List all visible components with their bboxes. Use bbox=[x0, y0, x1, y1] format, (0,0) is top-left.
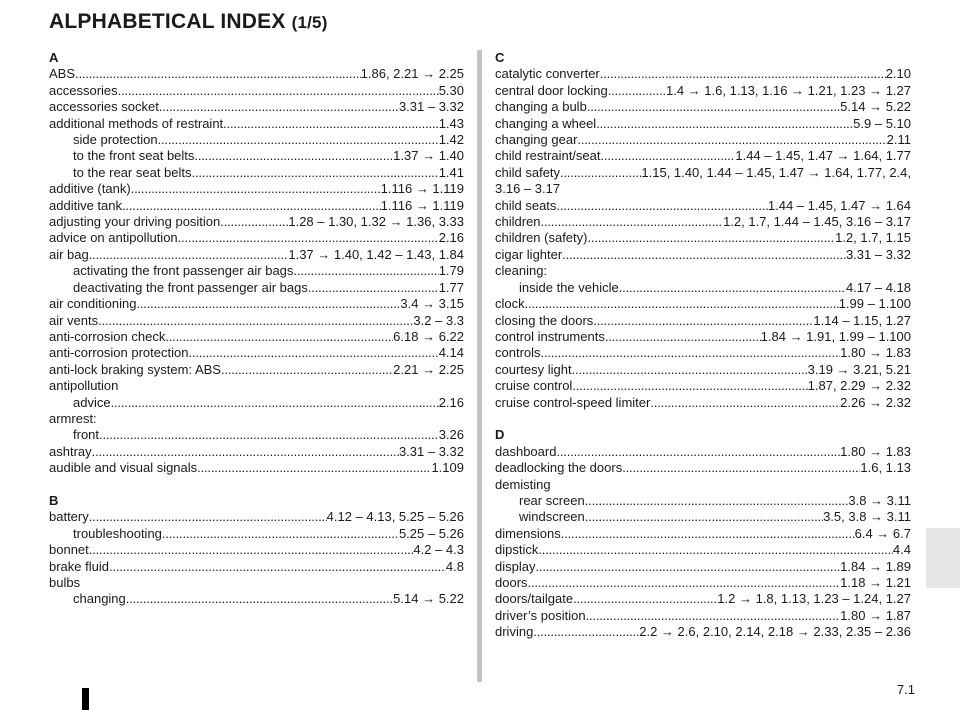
dot-leader bbox=[593, 313, 813, 329]
page-reference: 1.84 → 1.91, 1.99 – 1.100 bbox=[760, 328, 911, 344]
index-entry bbox=[49, 575, 464, 591]
index-term: controls bbox=[495, 345, 541, 361]
index-term: demisting bbox=[495, 476, 551, 492]
index-term: adjusting your driving position bbox=[49, 214, 221, 230]
index-entry bbox=[495, 148, 911, 164]
dot-leader bbox=[98, 313, 413, 329]
section-gap bbox=[495, 411, 911, 427]
page-reference: 1.15, 1.40, 1.44 – 1.45, 1.47 → 1.64, 1.77, 2.4, bbox=[641, 164, 911, 180]
index-term: children bbox=[495, 214, 541, 230]
page-reference: 1.79 bbox=[438, 263, 464, 279]
dot-leader bbox=[158, 132, 439, 148]
column-divider bbox=[477, 50, 482, 682]
index-entry bbox=[49, 198, 464, 214]
index-subentry bbox=[49, 395, 464, 411]
index-term: changing bbox=[73, 591, 126, 607]
index-entry-continuation: 3.16 – 3.17 bbox=[495, 181, 561, 197]
dot-leader bbox=[194, 148, 393, 164]
index-term: catalytic converter bbox=[495, 66, 600, 82]
dot-leader bbox=[92, 444, 399, 460]
index-entry bbox=[495, 66, 911, 82]
index-entry bbox=[495, 313, 911, 329]
index-term: anti-lock braking system: ABS bbox=[49, 361, 221, 377]
index-subentry bbox=[49, 526, 464, 542]
index-entry bbox=[49, 542, 464, 558]
index-entry bbox=[495, 608, 911, 624]
page-reference: 5.9 – 5.10 bbox=[853, 115, 911, 131]
index-term: clock bbox=[495, 296, 525, 312]
index-term: dimensions bbox=[495, 525, 561, 541]
dot-leader bbox=[109, 559, 446, 575]
page-reference: 1.41 bbox=[438, 164, 464, 180]
index-term: dipstick bbox=[495, 542, 539, 558]
page-reference: 4.8 bbox=[445, 558, 464, 574]
dot-leader bbox=[136, 296, 400, 312]
index-term: troubleshooting bbox=[73, 525, 162, 541]
index-term: additional methods of restraint bbox=[49, 115, 224, 131]
page-reference: 2.16 bbox=[438, 230, 464, 246]
index-term: accessories socket bbox=[49, 99, 159, 115]
index-term: child restraint/seat bbox=[495, 148, 601, 164]
page-reference: 1.44 – 1.45, 1.47 → 1.64, 1.77 bbox=[735, 148, 911, 164]
index-entry bbox=[495, 116, 911, 132]
index-term: closing the doors bbox=[495, 312, 594, 328]
index-subentry bbox=[49, 263, 464, 279]
page-reference: 1.43 bbox=[438, 115, 464, 131]
page-reference: 2.2 → 2.6, 2.10, 2.14, 2.18 → 2.33, 2.35 – 2.36 bbox=[639, 624, 911, 640]
dot-leader bbox=[99, 427, 439, 443]
index-subentry bbox=[49, 148, 464, 164]
dot-leader bbox=[533, 624, 639, 640]
dot-leader bbox=[192, 165, 439, 181]
index-term: audible and visual signals bbox=[49, 460, 198, 476]
index-entry bbox=[495, 247, 911, 263]
index-term: cruise control bbox=[495, 378, 573, 394]
page-reference: 1.77 bbox=[438, 279, 464, 295]
page-reference: 1.42 bbox=[438, 132, 464, 148]
index-entry bbox=[495, 198, 911, 214]
dot-leader bbox=[619, 280, 846, 296]
index-entry bbox=[495, 362, 911, 378]
index-term: windscreen bbox=[519, 509, 585, 525]
index-entry bbox=[49, 329, 464, 345]
index-term: air vents bbox=[49, 312, 99, 328]
dot-leader bbox=[89, 509, 327, 525]
index-term: display bbox=[495, 558, 536, 574]
index-column-right bbox=[495, 50, 911, 641]
dot-leader bbox=[525, 296, 839, 312]
index-entry bbox=[49, 509, 464, 525]
dot-leader bbox=[126, 591, 393, 607]
dot-leader bbox=[601, 148, 736, 164]
index-subentry bbox=[495, 280, 911, 296]
index-term: control instruments bbox=[495, 328, 605, 344]
index-entry bbox=[49, 559, 464, 575]
page-title-main: ALPHABETICAL INDEX bbox=[49, 10, 286, 33]
page-reference: 1.80 → 1.83 bbox=[840, 345, 911, 361]
index-term: children (safety) bbox=[495, 230, 588, 246]
dot-leader bbox=[188, 345, 438, 361]
page-reference: 3.19 → 3.21, 5.21 bbox=[807, 361, 911, 377]
index-term: changing gear bbox=[495, 132, 578, 148]
dot-leader bbox=[600, 66, 886, 82]
dot-leader bbox=[528, 575, 841, 591]
index-term: changing a bulb bbox=[495, 99, 587, 115]
dot-leader bbox=[122, 198, 381, 214]
page-reference: 1.86, 2.21 → 2.25 bbox=[360, 66, 464, 82]
section-letter: A bbox=[49, 50, 59, 65]
index-entry bbox=[495, 230, 911, 246]
index-term: front bbox=[73, 427, 100, 443]
index-term: to the rear seat belts bbox=[73, 164, 192, 180]
index-entry bbox=[495, 526, 911, 542]
page-reference: 1.44 – 1.45, 1.47 → 1.64 bbox=[767, 197, 911, 213]
index-term: driver’s position bbox=[495, 607, 586, 623]
page-reference: 6.18 → 6.22 bbox=[393, 328, 464, 344]
page-reference: 1.116 → 1.119 bbox=[380, 181, 464, 197]
page-reference: 1.2, 1.7, 1.15 bbox=[835, 230, 911, 246]
section-side-tab bbox=[926, 528, 960, 588]
index-entry bbox=[49, 345, 464, 361]
dot-leader bbox=[572, 378, 807, 394]
index-entry bbox=[49, 214, 464, 230]
dot-leader bbox=[75, 66, 361, 82]
dot-leader bbox=[561, 526, 855, 542]
page-number: 7.1 bbox=[896, 682, 915, 697]
index-term: deactivating the front passenger air bags bbox=[73, 279, 308, 295]
page-reference: 1.80 → 1.83 bbox=[840, 443, 911, 459]
dot-leader bbox=[165, 329, 393, 345]
page-reference: 1.37 → 1.40 bbox=[393, 148, 464, 164]
section-gap bbox=[49, 477, 464, 493]
index-entry bbox=[49, 362, 464, 378]
index-term: doors bbox=[495, 574, 528, 590]
dot-leader bbox=[535, 559, 840, 575]
dot-leader bbox=[89, 247, 289, 263]
page-reference: 3.5, 3.8 → 3.11 bbox=[823, 509, 911, 525]
dot-leader bbox=[131, 181, 381, 197]
dot-leader bbox=[538, 542, 893, 558]
dot-leader bbox=[89, 542, 414, 558]
index-entry bbox=[49, 181, 464, 197]
dot-leader bbox=[221, 362, 393, 378]
index-entry bbox=[495, 542, 911, 558]
index-entry bbox=[495, 263, 911, 279]
index-subentry bbox=[495, 493, 911, 509]
index-term: courtesy light bbox=[495, 361, 572, 377]
index-term: advice bbox=[73, 394, 111, 410]
index-term: antipollution bbox=[49, 378, 119, 394]
index-term: driving bbox=[495, 624, 534, 640]
index-entry bbox=[49, 411, 464, 427]
index-term: anti-corrosion protection bbox=[49, 345, 189, 361]
dot-leader bbox=[622, 460, 860, 476]
index-term: accessories bbox=[49, 82, 118, 98]
index-subentry bbox=[49, 280, 464, 296]
page-reference: 4.2 – 4.3 bbox=[413, 542, 464, 558]
index-entry bbox=[495, 477, 911, 493]
index-entry bbox=[495, 591, 911, 607]
dot-leader bbox=[586, 608, 841, 624]
index-entry bbox=[495, 378, 911, 394]
index-entry bbox=[49, 116, 464, 132]
dot-leader bbox=[562, 247, 846, 263]
index-entry bbox=[495, 575, 911, 591]
page-reference: 1.2, 1.7, 1.44 – 1.45, 3.16 – 3.17 bbox=[723, 214, 911, 230]
index-entry bbox=[49, 444, 464, 460]
index-entry bbox=[495, 83, 911, 99]
page-reference: 3.4 → 3.15 bbox=[400, 296, 464, 312]
page-reference: 1.4 → 1.6, 1.13, 1.16 → 1.21, 1.23 → 1.27 bbox=[666, 82, 911, 98]
dot-leader bbox=[608, 83, 666, 99]
page-title-part: (1/5) bbox=[291, 13, 328, 32]
index-entry bbox=[495, 296, 911, 312]
page-reference: 5.25 – 5.26 bbox=[398, 525, 464, 541]
index-term: armrest: bbox=[49, 410, 97, 426]
page-reference: 6.4 → 6.7 bbox=[854, 525, 911, 541]
page-reference: 4.12 – 4.13, 5.25 – 5.26 bbox=[326, 509, 464, 525]
crop-mark bbox=[82, 688, 89, 710]
page-reference: 2.21 → 2.25 bbox=[393, 361, 464, 377]
section-letter: C bbox=[495, 50, 505, 65]
index-subentry bbox=[49, 132, 464, 148]
page-reference: 1.116 → 1.119 bbox=[380, 197, 464, 213]
page-reference: 2.26 → 2.32 bbox=[840, 394, 911, 410]
page-reference: 1.28 – 1.30, 1.32 → 1.36, 3.33 bbox=[288, 214, 464, 230]
index-term: deadlocking the doors bbox=[495, 460, 623, 476]
index-term: cleaning: bbox=[495, 263, 548, 279]
page-reference: 4.4 bbox=[892, 542, 911, 558]
index-entry bbox=[49, 460, 464, 476]
page-reference: 3.31 – 3.32 bbox=[398, 99, 464, 115]
page-reference: 4.14 bbox=[438, 345, 464, 361]
dot-leader bbox=[556, 444, 840, 460]
index-term: ABS bbox=[49, 66, 76, 82]
index-entry bbox=[49, 230, 464, 246]
index-entry bbox=[495, 99, 911, 115]
index-entry bbox=[49, 66, 464, 82]
index-term: brake fluid bbox=[49, 558, 109, 574]
dot-leader bbox=[650, 395, 840, 411]
dot-leader bbox=[577, 132, 886, 148]
index-term: advice on antipollution bbox=[49, 230, 178, 246]
dot-leader bbox=[162, 526, 399, 542]
index-entry bbox=[495, 329, 911, 345]
page-reference: 1.99 – 1.100 bbox=[838, 296, 911, 312]
dot-leader bbox=[605, 329, 761, 345]
index-term: bulbs bbox=[49, 574, 81, 590]
dot-leader bbox=[541, 214, 724, 230]
index-term: additive (tank) bbox=[49, 181, 131, 197]
index-term: inside the vehicle bbox=[519, 279, 619, 295]
dot-leader bbox=[596, 116, 853, 132]
page-reference: 2.11 bbox=[886, 132, 911, 148]
dot-leader bbox=[573, 591, 717, 607]
index-term: side protection bbox=[73, 132, 158, 148]
page-reference: 1.18 → 1.21 bbox=[840, 574, 911, 590]
index-entry bbox=[49, 313, 464, 329]
page-reference: 3.2 – 3.3 bbox=[413, 312, 464, 328]
index-term: air conditioning bbox=[49, 296, 137, 312]
page-reference: 4.17 – 4.18 bbox=[845, 279, 911, 295]
index-entry bbox=[49, 99, 464, 115]
dot-leader bbox=[159, 99, 399, 115]
index-subentry bbox=[49, 165, 464, 181]
index-term: changing a wheel bbox=[495, 115, 597, 131]
page-reference: 3.31 – 3.32 bbox=[398, 443, 464, 459]
dot-leader bbox=[308, 280, 439, 296]
index-entry bbox=[495, 132, 911, 148]
index-term: dashboard bbox=[495, 443, 557, 459]
dot-leader bbox=[178, 230, 439, 246]
index-term: air bag bbox=[49, 246, 89, 262]
page-reference: 5.14 → 5.22 bbox=[840, 99, 911, 115]
dot-leader bbox=[220, 214, 288, 230]
index-entry bbox=[495, 460, 911, 476]
dot-leader bbox=[556, 198, 767, 214]
index-term: cruise control-speed limiter bbox=[495, 394, 651, 410]
page-reference: 5.14 → 5.22 bbox=[393, 591, 464, 607]
page-reference: 1.84 → 1.89 bbox=[840, 558, 911, 574]
page-reference: 1.37 → 1.40, 1.42 – 1.43, 1.84 bbox=[288, 246, 464, 262]
page-reference: 3.8 → 3.11 bbox=[848, 492, 911, 508]
section-letter: D bbox=[495, 427, 505, 443]
page-reference: 3.26 bbox=[438, 427, 464, 443]
index-term: child safety bbox=[495, 164, 561, 180]
index-entry bbox=[495, 624, 911, 640]
index-entry bbox=[495, 559, 911, 575]
dot-leader bbox=[572, 362, 808, 378]
page-title bbox=[49, 10, 328, 34]
dot-leader bbox=[111, 395, 439, 411]
dot-leader bbox=[293, 263, 438, 279]
index-entry bbox=[495, 345, 911, 361]
index-term: anti-corrosion check bbox=[49, 328, 166, 344]
index-entry bbox=[49, 83, 464, 99]
index-term: battery bbox=[49, 509, 89, 525]
index-term: central door locking bbox=[495, 82, 608, 98]
page-reference: 3.31 – 3.32 bbox=[845, 246, 911, 262]
index-entry bbox=[49, 296, 464, 312]
dot-leader bbox=[585, 509, 823, 525]
index-entry bbox=[495, 395, 911, 411]
dot-leader bbox=[118, 83, 439, 99]
page-reference: 1.109 bbox=[431, 460, 464, 476]
page-reference: 1.2 → 1.8, 1.13, 1.23 – 1.24, 1.27 bbox=[717, 591, 911, 607]
dot-leader bbox=[541, 345, 841, 361]
index-term: bonnet bbox=[49, 542, 89, 558]
index-entry bbox=[495, 214, 911, 230]
dot-leader bbox=[585, 493, 849, 509]
index-subentry bbox=[49, 591, 464, 607]
index-column-left bbox=[49, 50, 464, 608]
dot-leader bbox=[560, 165, 641, 181]
index-entry bbox=[49, 378, 464, 394]
index-term: ashtray bbox=[49, 443, 92, 459]
index-term: child seats bbox=[495, 197, 557, 213]
index-term: cigar lighter bbox=[495, 246, 563, 262]
page-reference: 5.30 bbox=[438, 82, 464, 98]
page-reference: 2.10 bbox=[885, 66, 911, 82]
section-letter: B bbox=[49, 492, 59, 508]
page-reference: 1.87, 2.29 → 2.32 bbox=[807, 378, 911, 394]
dot-leader bbox=[197, 460, 431, 476]
index-subentry bbox=[49, 427, 464, 443]
index-term: additive tank bbox=[49, 197, 122, 213]
page-reference: 2.16 bbox=[438, 394, 464, 410]
page-reference: 1.80 → 1.87 bbox=[840, 607, 911, 623]
index-term: doors/tailgate bbox=[495, 591, 574, 607]
index-subentry bbox=[495, 509, 911, 525]
index-entry bbox=[49, 247, 464, 263]
index-term: rear screen bbox=[519, 492, 585, 508]
page-reference: 1.14 – 1.15, 1.27 bbox=[813, 312, 911, 328]
dot-leader bbox=[223, 116, 439, 132]
dot-leader bbox=[587, 99, 840, 115]
index-entry bbox=[495, 444, 911, 460]
index-term: to the front seat belts bbox=[73, 148, 195, 164]
page-reference: 1.6, 1.13 bbox=[860, 460, 911, 476]
index-term: activating the front passenger air bags bbox=[73, 263, 294, 279]
dot-leader bbox=[587, 230, 835, 246]
index-entry bbox=[495, 165, 911, 181]
